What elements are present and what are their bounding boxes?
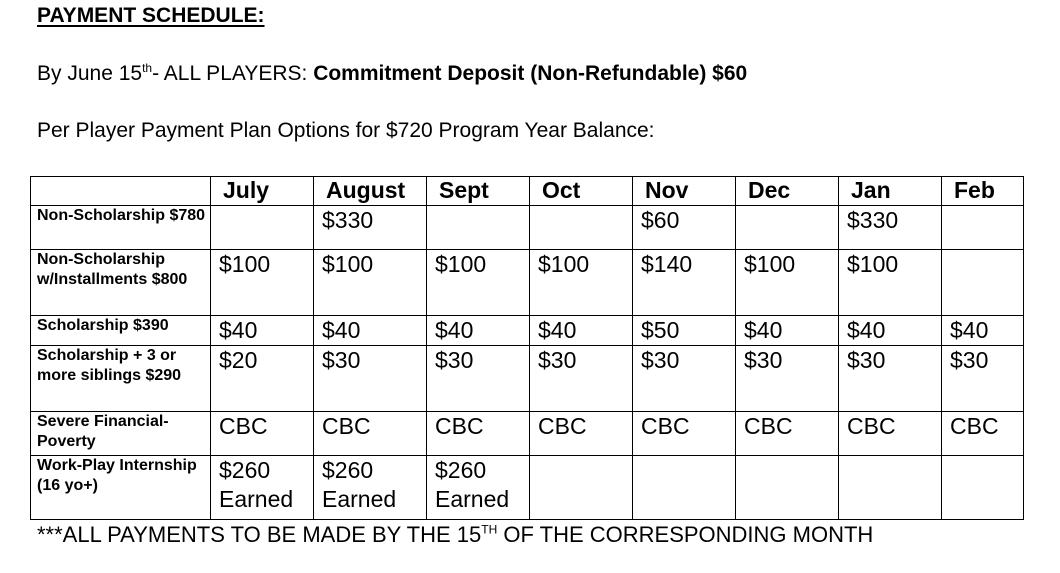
row-label: Scholarship $390 xyxy=(31,316,211,346)
table-cell: $30 xyxy=(633,346,736,412)
table-cell: $40 xyxy=(427,316,530,346)
table-cell: $330 xyxy=(314,206,427,250)
payment-schedule-table xyxy=(30,176,1024,520)
table-cell: CBC xyxy=(736,412,839,456)
month-header: Sept xyxy=(427,177,530,206)
table-cell: $30 xyxy=(530,346,633,412)
table-row xyxy=(31,456,1024,520)
table-cell xyxy=(942,456,1024,520)
table-cell: $100 xyxy=(839,250,942,316)
month-header: July xyxy=(211,177,314,206)
month-header: Jan xyxy=(839,177,942,206)
table-row xyxy=(31,250,1024,316)
table-cell: $20 xyxy=(211,346,314,412)
table-cell: $140 xyxy=(633,250,736,316)
deposit-line xyxy=(37,62,747,86)
table-cell: $40 xyxy=(942,316,1024,346)
table-cell: CBC xyxy=(942,412,1024,456)
table-cell: $40 xyxy=(839,316,942,346)
table-cell: $260 Earned xyxy=(427,456,530,520)
table-cell: $330 xyxy=(839,206,942,250)
table-cell xyxy=(736,206,839,250)
footer-prefix: ***ALL PAYMENTS TO BE MADE BY THE 15 xyxy=(37,522,482,547)
table-row xyxy=(31,346,1024,412)
table-cell: $40 xyxy=(530,316,633,346)
table-cell: $260 Earned xyxy=(211,456,314,520)
table-cell: CBC xyxy=(633,412,736,456)
table-row xyxy=(31,316,1024,346)
table-cell xyxy=(211,206,314,250)
table-cell: $40 xyxy=(314,316,427,346)
corner-cell xyxy=(31,177,211,206)
month-header: August xyxy=(314,177,427,206)
footer-note xyxy=(37,522,873,548)
table-cell xyxy=(530,206,633,250)
footer-superscript: TH xyxy=(481,522,498,537)
table-cell: $100 xyxy=(530,250,633,316)
row-label: Non-Scholarship $780 xyxy=(31,206,211,250)
table-cell xyxy=(942,250,1024,316)
deposit-prefix: By June 15 xyxy=(37,62,143,85)
month-header: Feb xyxy=(942,177,1024,206)
deposit-bold: Commitment Deposit (Non-Refundable) $60 xyxy=(313,62,748,85)
month-header: Oct xyxy=(530,177,633,206)
row-label: Severe Financial-Poverty xyxy=(31,412,211,456)
table-cell: CBC xyxy=(314,412,427,456)
table-cell: $30 xyxy=(839,346,942,412)
page-heading: PAYMENT SCHEDULE: xyxy=(37,4,265,27)
table-cell xyxy=(427,206,530,250)
table-cell xyxy=(633,456,736,520)
table-cell: CBC xyxy=(427,412,530,456)
table-cell: $100 xyxy=(427,250,530,316)
plan-line: Per Player Payment Plan Options for $720 Program Year Balance: xyxy=(37,119,655,142)
table-cell: $30 xyxy=(314,346,427,412)
table-cell: $40 xyxy=(211,316,314,346)
table-cell xyxy=(736,456,839,520)
table-cell: CBC xyxy=(211,412,314,456)
table-cell: $30 xyxy=(427,346,530,412)
table-cell xyxy=(839,456,942,520)
deposit-superscript: th xyxy=(142,61,153,75)
month-header: Dec xyxy=(736,177,839,206)
table-cell: $60 xyxy=(633,206,736,250)
table-cell: $50 xyxy=(633,316,736,346)
row-label: Work-Play Internship (16 yo+) xyxy=(31,456,211,520)
header-row xyxy=(31,177,1024,206)
table-cell: $260 Earned xyxy=(314,456,427,520)
footer-suffix: OF THE CORRESPONDING MONTH xyxy=(497,522,874,547)
table-cell xyxy=(530,456,633,520)
month-header: Nov xyxy=(633,177,736,206)
table-cell: $30 xyxy=(942,346,1024,412)
table-cell: $100 xyxy=(211,250,314,316)
table-cell: $100 xyxy=(736,250,839,316)
row-label: Scholarship + 3 or more siblings $290 xyxy=(31,346,211,412)
table-cell: $30 xyxy=(736,346,839,412)
table-cell: CBC xyxy=(530,412,633,456)
table-cell: $100 xyxy=(314,250,427,316)
table-row xyxy=(31,206,1024,250)
table-row xyxy=(31,412,1024,456)
deposit-middle: - ALL PLAYERS: xyxy=(152,62,314,85)
row-label: Non-Scholarship w/Installments $800 xyxy=(31,250,211,316)
table-cell xyxy=(942,206,1024,250)
table-cell: $40 xyxy=(736,316,839,346)
table-cell: CBC xyxy=(839,412,942,456)
